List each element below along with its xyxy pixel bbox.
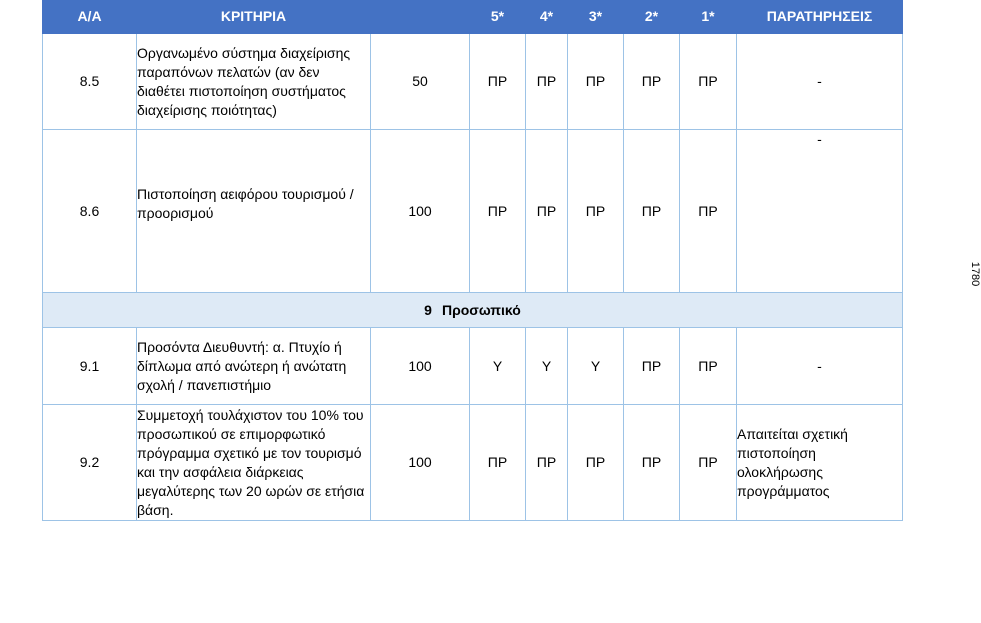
- remarks-cell: -: [737, 130, 903, 293]
- row-number: 9.1: [43, 328, 137, 405]
- remarks-cell: -: [737, 328, 903, 405]
- star3-cell: ΠΡ: [568, 405, 624, 521]
- header-1-star: 1*: [680, 0, 737, 34]
- row-number: 9.2: [43, 405, 137, 521]
- star2-cell: ΠΡ: [624, 405, 680, 521]
- section-title: Προσωπικό: [441, 301, 521, 318]
- star2-cell: ΠΡ: [624, 328, 680, 405]
- star2-cell: ΠΡ: [624, 130, 680, 293]
- section-row: [43, 293, 903, 328]
- remarks-cell: Απαιτείται σχετική πιστοποίηση ολοκλήρωσης προγράμματος: [737, 405, 903, 521]
- star1-cell: ΠΡ: [680, 34, 737, 130]
- star1-cell: ΠΡ: [680, 130, 737, 293]
- criterion-text: Οργανωμένο σύστημα διαχείρισης παραπόνων πελατών (αν δεν διαθέτει πιστοποίηση συστήματος διαχείρισης ποιότητας): [137, 34, 371, 130]
- section-number: 9: [424, 301, 432, 318]
- star2-cell: ΠΡ: [624, 34, 680, 130]
- criterion-text: Προσόντα Διευθυντή: α. Πτυχίο ή δίπλωμα από ανώτερη ή ανώτατη σχολή / πανεπιστήμιο: [137, 328, 371, 405]
- star3-cell: ΠΡ: [568, 34, 624, 130]
- star4-cell: ΠΡ: [526, 130, 568, 293]
- star3-cell: ΠΡ: [568, 130, 624, 293]
- header-points: [371, 0, 470, 34]
- header-aa: Α/Α: [43, 0, 137, 34]
- header-4-star: 4*: [526, 0, 568, 34]
- criteria-table: [42, 0, 903, 521]
- star1-cell: ΠΡ: [680, 328, 737, 405]
- star1-cell: ΠΡ: [680, 405, 737, 521]
- star5-cell: Υ: [470, 328, 526, 405]
- star4-cell: Υ: [526, 328, 568, 405]
- header-2-star: 2*: [624, 0, 680, 34]
- header-criteria: ΚΡΙΤΗΡΙΑ: [137, 0, 371, 34]
- table-row: [43, 405, 903, 521]
- points-cell: 100: [371, 130, 470, 293]
- row-number: 8.5: [43, 34, 137, 130]
- table-row: [43, 328, 903, 405]
- criterion-text: Συμμετοχή τουλάχιστον του 10% του προσωπικού σε επιμορφωτικό πρόγραμμα σχετικό με τον τουρισμό και την ασφάλεια διάρκειας μεγαλύτερης των 20 ωρών σε ετήσια βάση.: [137, 405, 371, 521]
- points-cell: 50: [371, 34, 470, 130]
- star4-cell: ΠΡ: [526, 34, 568, 130]
- section-heading: [43, 293, 903, 328]
- criterion-text: Πιστοποίηση αειφόρου τουρισμού / προορισμού: [137, 130, 371, 293]
- star4-cell: ΠΡ: [526, 405, 568, 521]
- header-remarks: ΠΑΡΑΤΗΡΗΣΕΙΣ: [737, 0, 903, 34]
- header-5-star: 5*: [470, 0, 526, 34]
- star5-cell: ΠΡ: [470, 405, 526, 521]
- table-header-row: [43, 0, 903, 34]
- page-number: 1780: [969, 261, 981, 287]
- table-row: [43, 34, 903, 130]
- star3-cell: Υ: [568, 328, 624, 405]
- remarks-cell: -: [737, 34, 903, 130]
- table-row: [43, 130, 903, 293]
- star5-cell: ΠΡ: [470, 130, 526, 293]
- points-cell: 100: [371, 328, 470, 405]
- row-number: 8.6: [43, 130, 137, 293]
- header-3-star: 3*: [568, 0, 624, 34]
- star5-cell: ΠΡ: [470, 34, 526, 130]
- points-cell: 100: [371, 405, 470, 521]
